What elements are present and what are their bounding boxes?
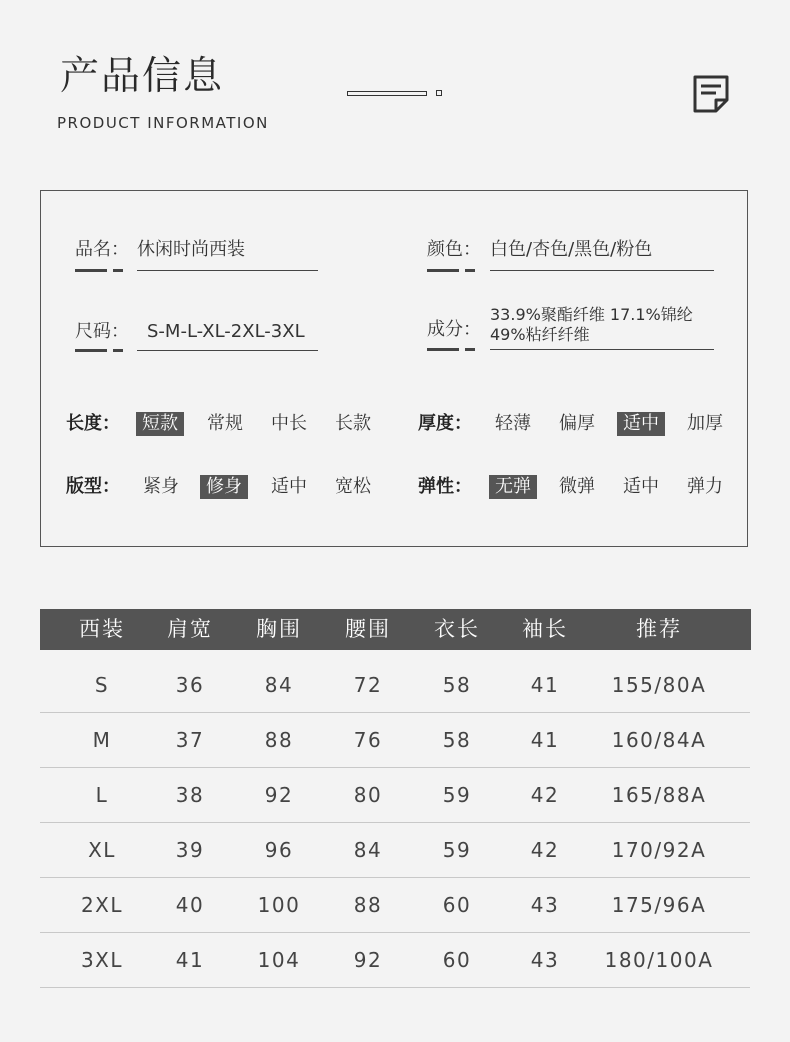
decorative-square	[436, 90, 442, 96]
label-underline	[75, 269, 107, 272]
fit-option: 适中	[271, 476, 307, 497]
elasticity-option: 微弹	[559, 476, 595, 497]
elasticity-option: 无弹	[489, 475, 537, 499]
table-cell: 155/80A	[611, 673, 707, 697]
length-label: 长度：	[66, 413, 120, 434]
thickness-option: 适中	[617, 412, 665, 436]
table-row-divider	[40, 987, 750, 988]
table-cell: 42	[530, 783, 560, 807]
thickness-option: 偏厚	[559, 413, 595, 434]
table-header-cell: 肩宽	[167, 617, 213, 641]
elasticity-label: 弹性：	[418, 476, 472, 497]
label-underline	[113, 349, 123, 352]
document-note-icon	[692, 74, 730, 114]
table-cell: 104	[257, 948, 301, 972]
table-cell: 165/88A	[611, 783, 707, 807]
table-cell: 41	[530, 728, 560, 752]
value-underline	[490, 349, 714, 350]
material-value-line2: 49%粘纤纤维	[490, 325, 590, 344]
value-underline	[137, 350, 318, 351]
table-header-cell: 胸围	[256, 617, 302, 641]
table-header-cell: 西装	[79, 617, 125, 641]
material-value-line1: 33.9%聚酯纤维 17.1%锦纶	[490, 305, 693, 324]
size-cell: XL	[88, 838, 116, 862]
size-cell: L	[95, 783, 109, 807]
table-cell: 92	[353, 948, 383, 972]
table-header-cell: 衣长	[434, 617, 480, 641]
table-cell: 42	[530, 838, 560, 862]
table-cell: 100	[257, 893, 301, 917]
table-cell: 37	[175, 728, 205, 752]
table-cell: 92	[264, 783, 294, 807]
size-cell: S	[94, 673, 110, 697]
table-cell: 60	[442, 893, 472, 917]
fit-option: 宽松	[335, 476, 371, 497]
label-underline	[75, 349, 107, 352]
table-cell: 39	[175, 838, 205, 862]
size-cell: 3XL	[80, 948, 124, 972]
size-cell: M	[92, 728, 112, 752]
table-cell: 88	[353, 893, 383, 917]
name-label: 品名：	[75, 239, 129, 260]
table-cell: 84	[264, 673, 294, 697]
table-cell: 41	[530, 673, 560, 697]
table-cell: 38	[175, 783, 205, 807]
table-header-cell: 袖长	[522, 617, 568, 641]
thickness-option: 加厚	[687, 413, 723, 434]
table-cell: 72	[353, 673, 383, 697]
length-option: 中长	[271, 413, 307, 434]
table-header-cell: 推荐	[636, 617, 682, 641]
table-cell: 160/84A	[611, 728, 707, 752]
elasticity-option: 弹力	[687, 476, 723, 497]
fit-option: 修身	[200, 475, 248, 499]
table-cell: 175/96A	[611, 893, 707, 917]
length-option: 常规	[207, 413, 243, 434]
name-value: 休闲时尚西装	[137, 239, 245, 260]
table-cell: 84	[353, 838, 383, 862]
page-title: 产品信息	[60, 54, 225, 99]
thickness-option: 轻薄	[495, 413, 531, 434]
size-value: S-M-L-XL-2XL-3XL	[147, 321, 305, 342]
label-underline	[427, 269, 459, 272]
table-cell: 60	[442, 948, 472, 972]
table-cell: 59	[442, 783, 472, 807]
fit-label: 版型：	[66, 476, 120, 497]
table-cell: 59	[442, 838, 472, 862]
value-underline	[490, 270, 714, 271]
table-cell: 80	[353, 783, 383, 807]
size-label: 尺码：	[75, 321, 129, 342]
table-cell: 170/92A	[611, 838, 707, 862]
page-subtitle: PRODUCT INFORMATION	[57, 114, 269, 132]
thickness-label: 厚度：	[418, 413, 472, 434]
decorative-bar	[347, 91, 427, 96]
table-cell: 40	[175, 893, 205, 917]
table-cell: 58	[442, 728, 472, 752]
table-cell: 88	[264, 728, 294, 752]
label-underline	[427, 348, 459, 351]
label-underline	[465, 269, 475, 272]
fit-option: 紧身	[143, 476, 179, 497]
table-cell: 41	[175, 948, 205, 972]
table-cell: 76	[353, 728, 383, 752]
size-cell: 2XL	[80, 893, 124, 917]
table-cell: 96	[264, 838, 294, 862]
color-label: 颜色：	[427, 239, 481, 260]
material-label: 成分：	[427, 319, 481, 340]
table-cell: 43	[530, 948, 560, 972]
table-cell: 43	[530, 893, 560, 917]
color-value: 白色/杏色/黑色/粉色	[490, 239, 653, 260]
label-underline	[465, 348, 475, 351]
table-cell: 180/100A	[604, 948, 714, 972]
table-cell: 58	[442, 673, 472, 697]
label-underline	[113, 269, 123, 272]
value-underline	[137, 270, 318, 271]
length-option: 短款	[136, 412, 184, 436]
elasticity-option: 适中	[623, 476, 659, 497]
length-option: 长款	[335, 413, 371, 434]
table-header-cell: 腰围	[345, 617, 391, 641]
table-cell: 36	[175, 673, 205, 697]
